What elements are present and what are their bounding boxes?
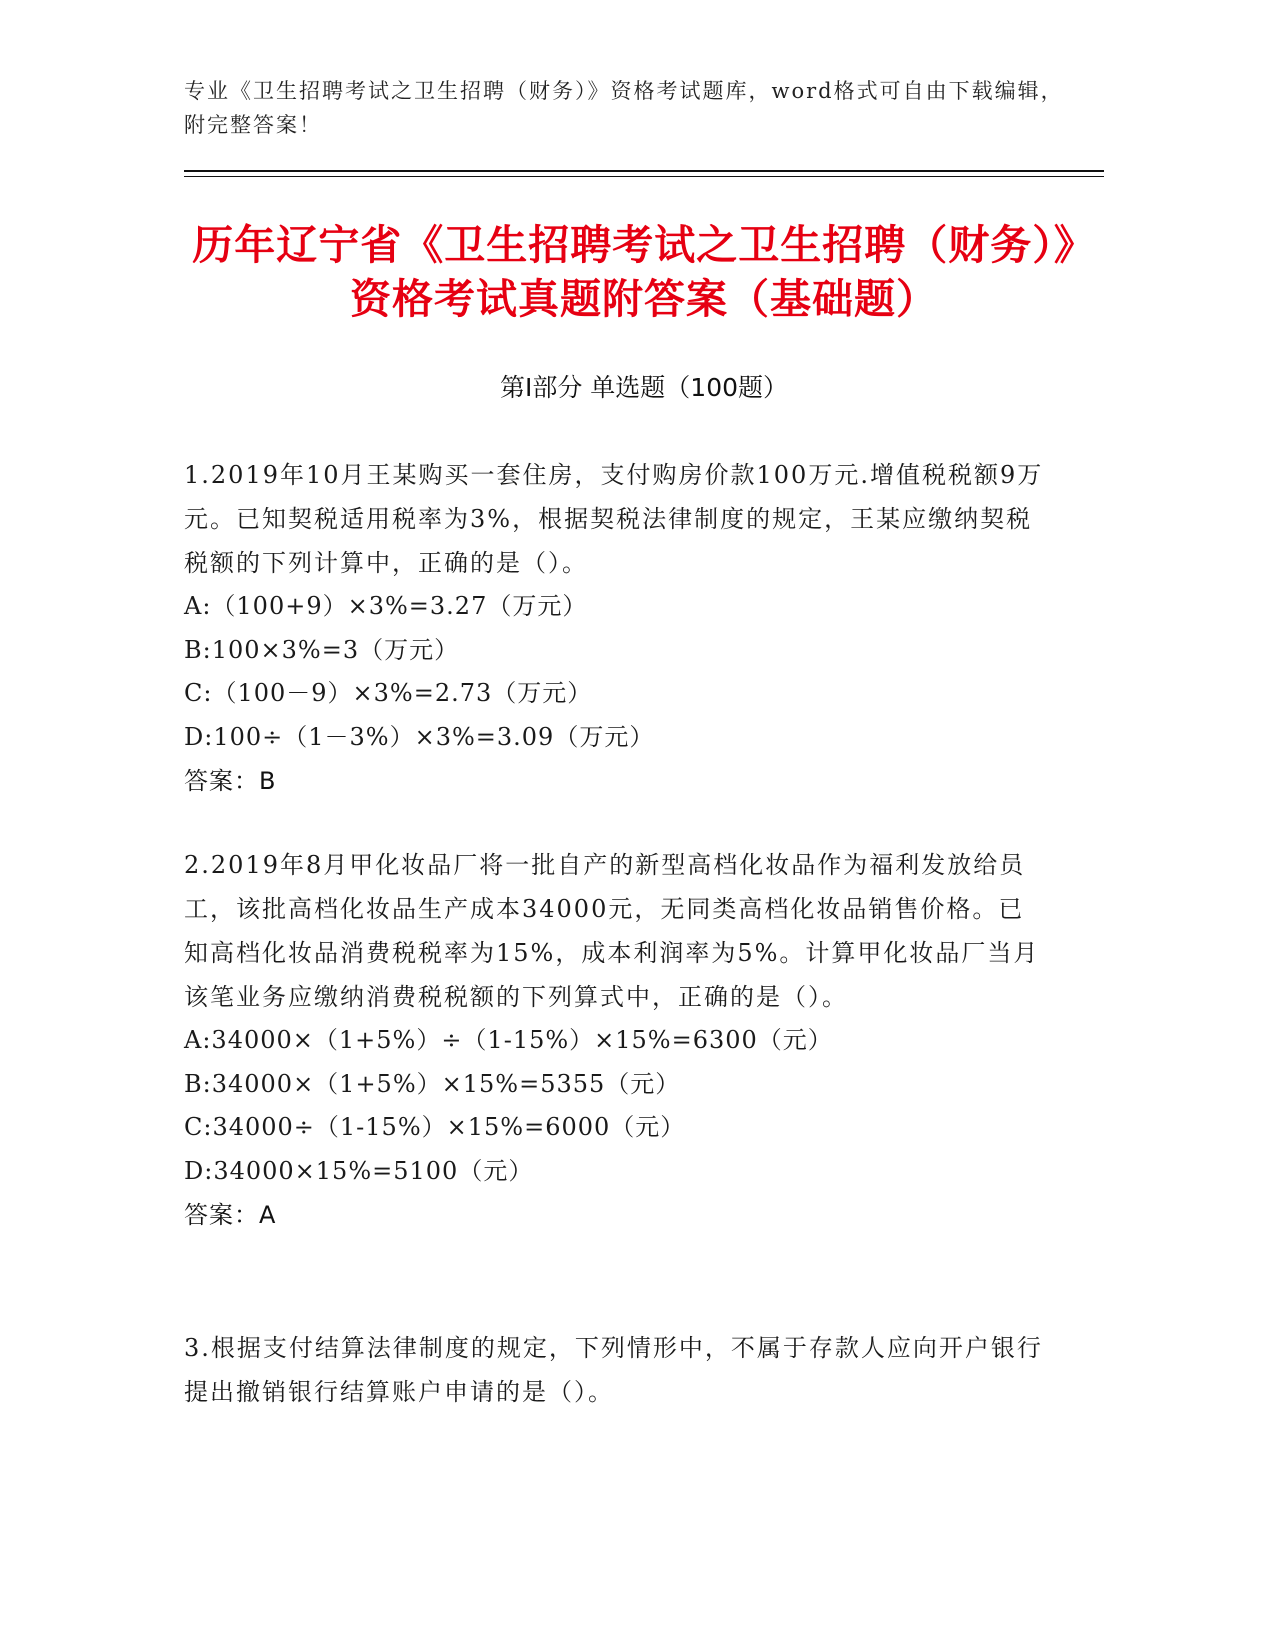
option-c: C:34000÷（1-15%）×15%=6000（元） (184, 1113, 686, 1141)
question-stem: 3.根据支付结算法律制度的规定，下列情形中，不属于存款人应向开户银行提出撤销银行结算账户申请的是（）。 (184, 1334, 1043, 1406)
option-c: C:（100－9）×3%=2.73（万元） (184, 679, 593, 707)
question-1 (184, 453, 1044, 803)
option-a: A:（100+9）×3%=3.27（万元） (184, 592, 588, 620)
answer-line: 答案：A (184, 1201, 277, 1229)
option-d: D:34000×15%=5100（元） (184, 1156, 534, 1185)
option-b: B:100×3%=3（万元） (184, 635, 460, 664)
header-divider-thin (184, 176, 1104, 177)
question-3 (184, 1326, 1044, 1414)
option-b: B:34000×（1+5%）×15%=5355（元） (184, 1069, 681, 1098)
section-title: 第I部分 单选题（100题） (499, 373, 789, 402)
header-divider-thick (184, 170, 1104, 172)
document-title: 历年辽宁省《卫生招聘考试之卫生招聘（财务）》资格考试真题附答案（基础题） (192, 221, 1096, 323)
header-note: 专业《卫生招聘考试之卫生招聘（财务）》资格考试题库，word格式可自由下载编辑，附完整答案！ (184, 79, 1064, 137)
option-d: D:100÷（1－3%）×3%=3.09（万元） (184, 722, 655, 751)
option-a: A:34000×（1+5%）÷（1-15%）×15%=6300（元） (184, 1026, 833, 1054)
question-stem: 2.2019年8月甲化妆品厂将一批自产的新型高档化妆品作为福利发放给员工，该批高档化妆品生产成本34000元，无同类高档化妆品销售价格。已知高档化妆品消费税税率为15%，成本利润率为5%。计算甲化妆品厂当月该笔业务应缴纳消费税税额的下列算式中，正确的是（）。 (184, 851, 1040, 1011)
question-2 (184, 843, 1044, 1237)
question-stem: 1.2019年10月王某购买一套住房，支付购房价款100万元.增值税税额9万元。已知契税适用税率为3%，根据契税法律制度的规定，王某应缴纳契税税额的下列计算中，正确的是（）。 (184, 461, 1044, 577)
answer-line: 答案：B (184, 767, 277, 795)
